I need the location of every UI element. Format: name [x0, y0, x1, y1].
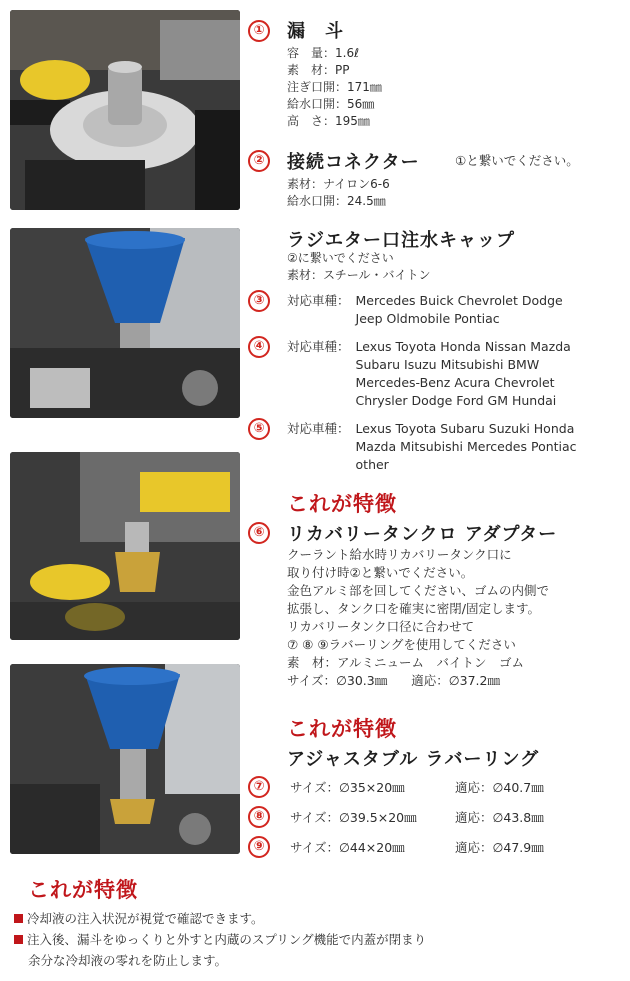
item-number-3: ③ [248, 290, 270, 312]
compat-line: Lexus Toyota Subaru Suzuki Honda [355, 421, 575, 436]
bullet-text: 冷却液の注入状況が視覚で確認できます。 [27, 911, 264, 926]
item-number-4: ④ [248, 336, 270, 358]
item-number-5: ⑤ [248, 418, 270, 440]
bullet-item [14, 929, 426, 950]
ring-8-size: サイズ：∅39.5×20㎜ [290, 810, 417, 825]
spec-material: 素材：ナイロン6-6 [287, 177, 390, 191]
compat-list-3 [287, 292, 563, 328]
compat-line: other [355, 457, 389, 472]
adapter-fit: 適応：∅37.2㎜ [411, 673, 500, 688]
adapter-line: クーラント給水時リカバリータンク口に [287, 547, 512, 562]
spec-material: 素 材：PP [287, 63, 350, 77]
cap-connect-note: ②に繋いでください [287, 251, 394, 265]
photo-adapter-on-tank [10, 452, 240, 640]
adapter-line: 金色アルミ部を回してください、ゴムの内側で [287, 583, 550, 598]
compat-line: Mazda Mitsubishi Mercedes Pontiac [355, 439, 577, 454]
spec-inlet-opening: 給水口開：24.5㎜ [287, 194, 386, 208]
photo-connector-on-engine [10, 10, 240, 210]
ring-8-fit: 適応：∅43.8㎜ [455, 810, 544, 825]
ring-9-size: サイズ：∅44×20㎜ [290, 840, 405, 855]
bullet-text: 注入後、漏斗をゆっくりと外すと内蔵のスプリング機能で内蓋が閉まり [27, 932, 427, 947]
compat-list-5 [287, 420, 577, 474]
ring-9-fit: 適応：∅47.9㎜ [455, 840, 544, 855]
adapter-title: リカバリータンクロ アダプター [287, 524, 558, 545]
compat-label: 対応車種： [287, 421, 350, 436]
compat-line: Mercedes Buick Chevrolet Dodge [355, 293, 563, 308]
ring-7-fit: 適応：∅40.7㎜ [455, 780, 544, 795]
feature-heading: これが特徴 [287, 717, 397, 741]
bottom-bullets [14, 908, 426, 971]
item-number-1: ① [248, 20, 270, 42]
item-number-9: ⑨ [248, 836, 270, 858]
adapter-material: 素 材：アルミニューム バイトン ゴム [287, 655, 525, 670]
adapter-size-row [287, 672, 549, 690]
item-number-7: ⑦ [248, 776, 270, 798]
compat-line: Subaru Isuzu Mitsubishi BMW [355, 357, 540, 372]
spec-capacity: 容 量：1.6ℓ [287, 46, 360, 60]
adapter-line: ⑦ ⑧ ⑨ラバーリングを使用してください [287, 637, 516, 652]
bullet-text: 余分な冷却液の零れを防止します。 [28, 953, 228, 968]
compat-label: 対応車種： [287, 293, 350, 308]
item-number-6: ⑥ [248, 522, 270, 544]
item-number-8: ⑧ [248, 806, 270, 828]
ring-7-size: サイズ：∅35×20㎜ [290, 780, 405, 795]
photo-funnel-on-radiator [10, 228, 240, 418]
compat-list-4 [287, 338, 571, 410]
compat-line: Jeep Oldmobile Pontiac [355, 311, 500, 326]
spec-inlet-opening: 給水口開：56㎜ [287, 97, 375, 111]
compat-line: Mercedes-Benz Acura Chevrolet [355, 375, 555, 390]
compat-label: 対応車種： [287, 339, 350, 354]
rubber-ring-title: アジャスタブル ラバーリング [287, 749, 540, 770]
adapter-description [287, 546, 549, 690]
bullet-square-icon [14, 914, 23, 923]
connector-specs [287, 176, 390, 210]
adapter-line: 取り付け時②と繋いでください。 [287, 565, 474, 580]
cap-material: 素材：スチール・バイトン [287, 268, 431, 282]
bullet-square-icon [14, 935, 23, 944]
spec-spout-opening: 注ぎ口開：171㎜ [287, 80, 382, 94]
radiator-cap-lines [287, 250, 431, 284]
adapter-line: 拡張し、タンク口を確実に密閉/固定します。 [287, 601, 540, 616]
connector-title: 接続コネクター [287, 152, 420, 173]
item-number-2: ② [248, 150, 270, 172]
bottom-feature-heading: これが特徴 [28, 878, 138, 902]
bullet-item [14, 908, 426, 929]
connector-note: ①と繋いでください。 [455, 153, 579, 168]
bullet-continuation [14, 950, 426, 971]
funnel-title: 漏 斗 [287, 21, 344, 42]
adapter-line: リカバリータンク口径に合わせて [287, 619, 475, 634]
compat-line: Lexus Toyota Honda Nissan Mazda [355, 339, 571, 354]
adapter-size: サイズ：∅30.3㎜ [287, 673, 388, 688]
spec-height: 高 さ：195㎜ [287, 114, 370, 128]
photo-funnel-on-tank [10, 664, 240, 854]
compat-line: Chrysler Dodge Ford GM Hundai [355, 393, 557, 408]
funnel-specs [287, 45, 382, 130]
feature-heading: これが特徴 [287, 492, 397, 516]
radiator-cap-title: ラジエター口注水キャップ [287, 230, 515, 251]
